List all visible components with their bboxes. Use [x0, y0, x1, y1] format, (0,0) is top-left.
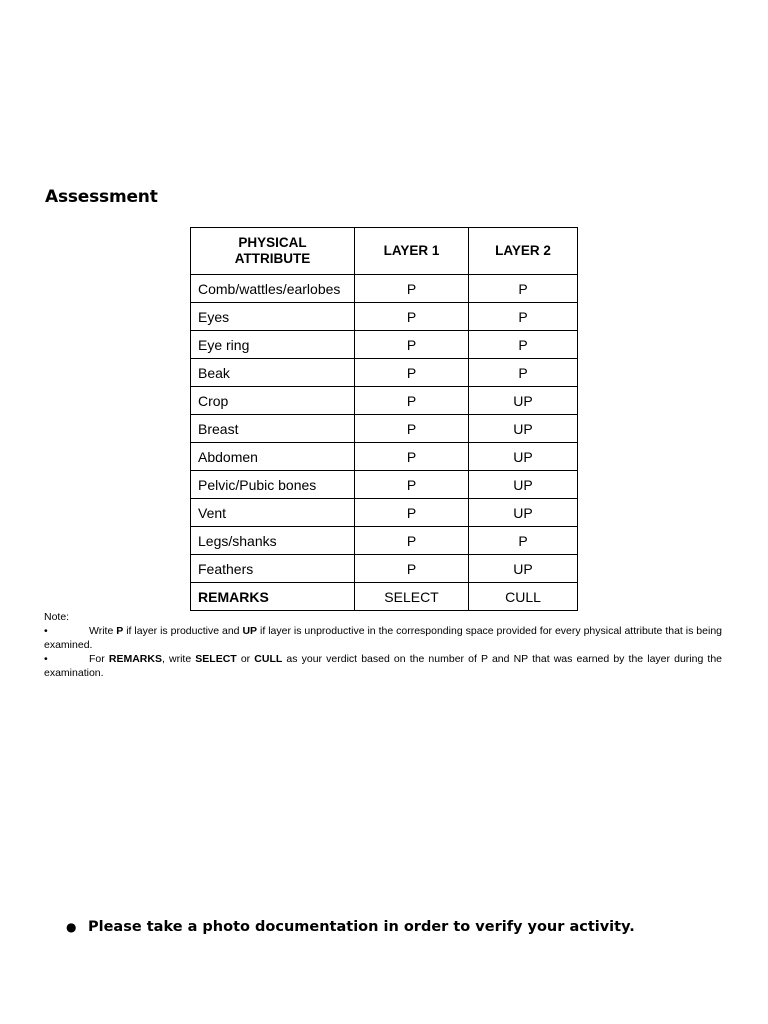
- table-body: [191, 275, 578, 611]
- bullet-icon: •: [44, 653, 48, 665]
- layer-2-cell: P: [469, 527, 578, 555]
- layer-2-cell: P: [469, 331, 578, 359]
- layer-2-cell: UP: [469, 555, 578, 583]
- attribute-cell: Pelvic/Pubic bones: [191, 471, 355, 499]
- attribute-cell: Legs/shanks: [191, 527, 355, 555]
- attribute-cell: Abdomen: [191, 443, 355, 471]
- layer-2-cell: UP: [469, 387, 578, 415]
- layer-1-cell: P: [355, 331, 469, 359]
- table-row: [191, 443, 578, 471]
- table-row: [191, 303, 578, 331]
- attribute-cell: Feathers: [191, 555, 355, 583]
- attribute-cell: Breast: [191, 415, 355, 443]
- layer-2-cell: UP: [469, 415, 578, 443]
- bullet-icon: •: [44, 625, 48, 637]
- table-row: [191, 499, 578, 527]
- table-row: [191, 331, 578, 359]
- header-layer-2: LAYER 2: [469, 228, 578, 275]
- table-row: [191, 527, 578, 555]
- layer-1-cell: P: [355, 527, 469, 555]
- note-item-1: • Write P if layer is productive and UP if layer is unproductive in the corresponding space provided for every physical attribute that is being examined.: [44, 625, 722, 651]
- layer-1-cell: P: [355, 499, 469, 527]
- layer-2-cell: UP: [469, 443, 578, 471]
- layer-1-cell: P: [355, 303, 469, 331]
- attribute-cell: Eye ring: [191, 331, 355, 359]
- table-row: [191, 471, 578, 499]
- header-layer-1: LAYER 1: [355, 228, 469, 275]
- photo-instruction: [66, 919, 635, 935]
- remarks-row: [191, 583, 578, 611]
- table-row: [191, 415, 578, 443]
- attribute-cell: Vent: [191, 499, 355, 527]
- bullet-icon: ●: [66, 920, 77, 934]
- table-header-row: [191, 228, 578, 275]
- layer-1-cell: P: [355, 555, 469, 583]
- photo-instruction-text: Please take a photo documentation in order to verify your activity.: [88, 919, 635, 935]
- layer-1-cell: P: [355, 387, 469, 415]
- remarks-layer-2: CULL: [469, 583, 578, 611]
- layer-2-cell: P: [469, 303, 578, 331]
- layer-2-cell: UP: [469, 471, 578, 499]
- layer-1-cell: P: [355, 275, 469, 303]
- table-row: [191, 387, 578, 415]
- note-item-2: • For REMARKS, write SELECT or CULL as your verdict based on the number of P and NP that was earned by the layer during the examination.: [44, 653, 723, 679]
- layer-2-cell: P: [469, 359, 578, 387]
- layer-1-cell: P: [355, 359, 469, 387]
- remarks-layer-1: SELECT: [355, 583, 469, 611]
- assessment-table: [190, 227, 578, 611]
- note-label: Note:: [44, 611, 70, 623]
- attribute-cell: Comb/wattles/earlobes: [191, 275, 355, 303]
- remarks-label: REMARKS: [191, 583, 355, 611]
- attribute-cell: Crop: [191, 387, 355, 415]
- note-block: [44, 610, 722, 680]
- header-physical-attribute: PHYSICAL ATTRIBUTE: [191, 228, 355, 275]
- layer-1-cell: P: [355, 443, 469, 471]
- layer-1-cell: P: [355, 415, 469, 443]
- layer-2-cell: UP: [469, 499, 578, 527]
- section-heading: Assessment: [45, 187, 158, 207]
- attribute-cell: Eyes: [191, 303, 355, 331]
- layer-2-cell: P: [469, 275, 578, 303]
- layer-1-cell: P: [355, 471, 469, 499]
- table-row: [191, 275, 578, 303]
- table-row: [191, 359, 578, 387]
- attribute-cell: Beak: [191, 359, 355, 387]
- table-row: [191, 555, 578, 583]
